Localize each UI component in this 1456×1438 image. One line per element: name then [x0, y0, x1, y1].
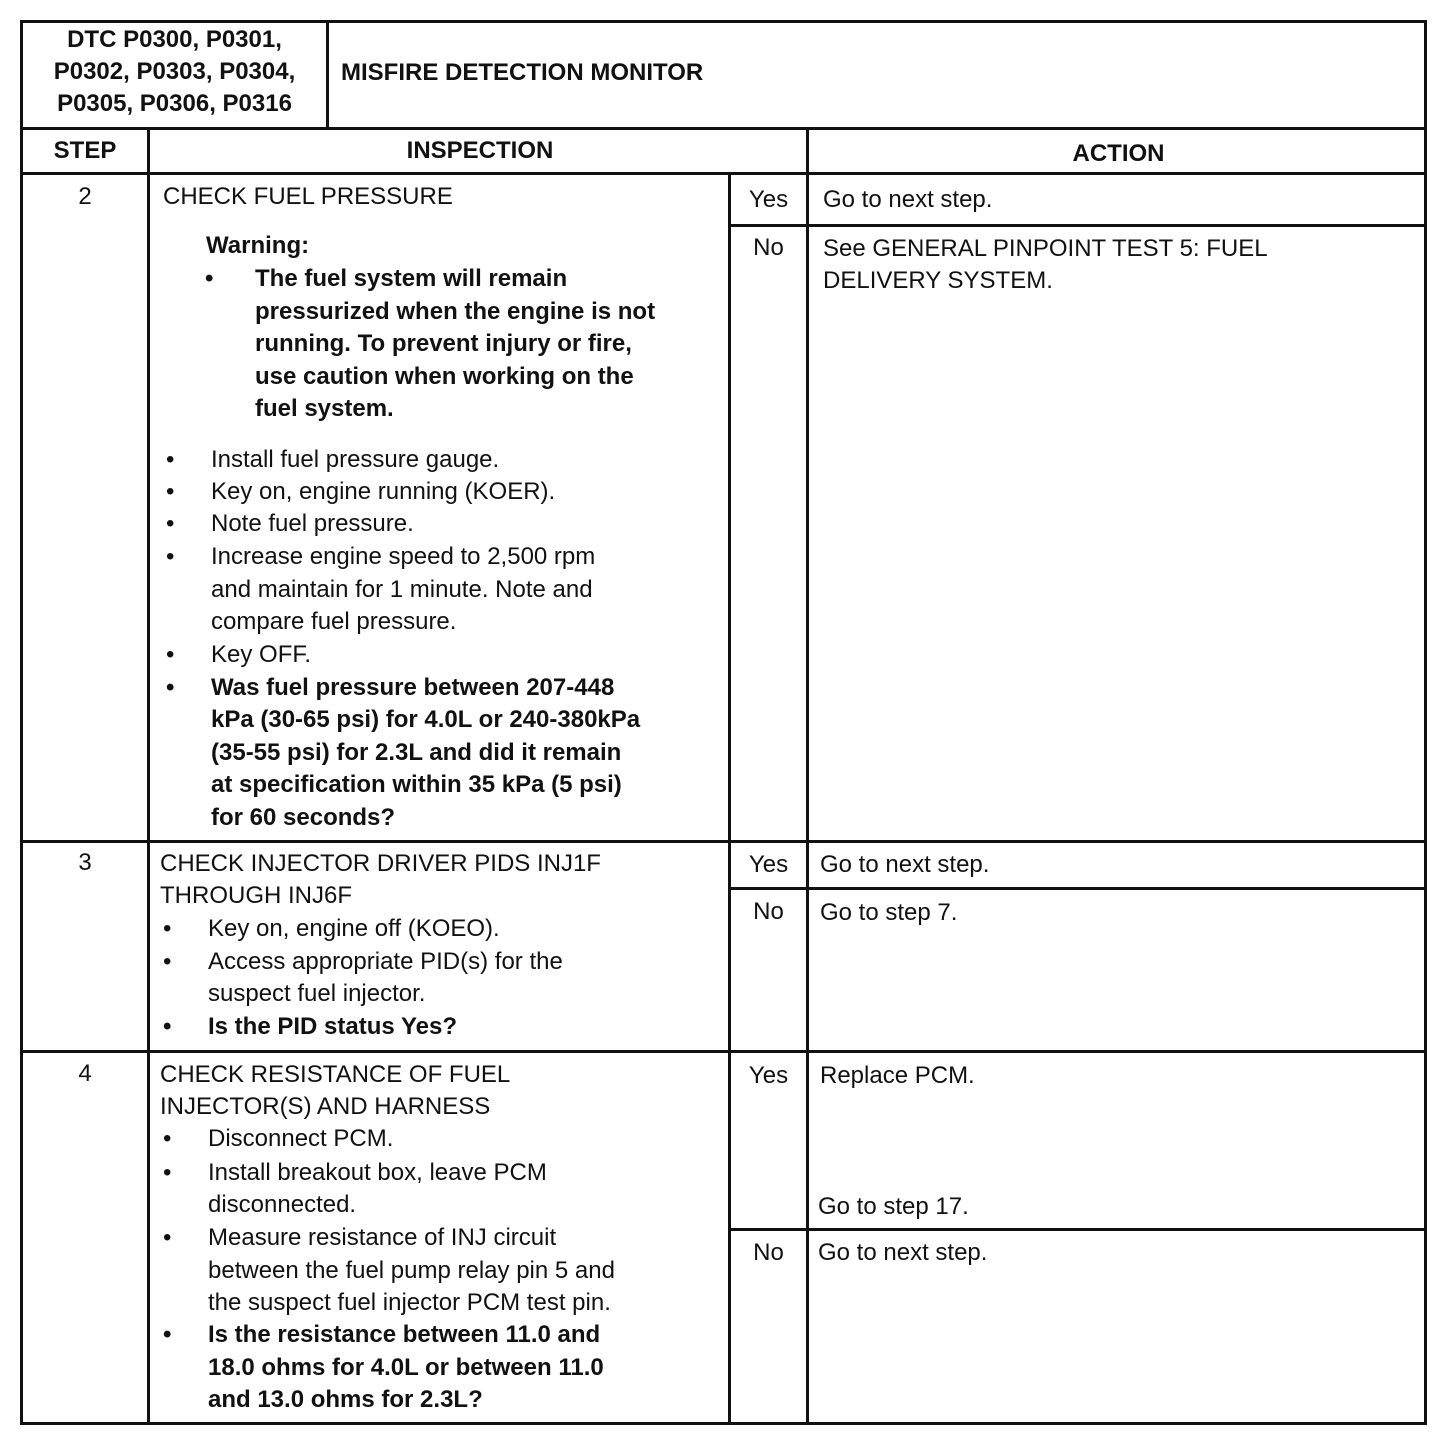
step-3-heading-line-2: THROUGH INJ6F [160, 882, 352, 909]
step-4-bullet-2-line-1: Install breakout box, leave PCM [208, 1159, 547, 1186]
dtc-codes-line-3: P0305, P0306, P0316 [57, 90, 292, 117]
step-2-yes-label: Yes [748, 186, 789, 213]
step-3-bullet-2-line-1: Access appropriate PID(s) for the [208, 948, 563, 975]
yes-no-separator-step-3 [728, 887, 1427, 890]
step-number-3: 3 [78, 849, 92, 876]
step-3-yes-action: Go to next step. [820, 851, 990, 878]
bullet-icon: • [163, 1125, 172, 1152]
step-3-bullet-2-line-2: suspect fuel injector. [208, 980, 426, 1007]
step-2-warning-label: Warning: [206, 232, 310, 259]
column-header-inspection: INSPECTION [406, 137, 554, 164]
step-3-heading-line-1: CHECK INJECTOR DRIVER PIDS INJ1F [160, 850, 601, 877]
yes-no-separator-step-2 [728, 224, 1427, 227]
header-bottom-rule [20, 127, 1427, 130]
bullet-icon: • [163, 1321, 172, 1348]
step-4-bullet-3-line-2: between the fuel pump relay pin 5 and [208, 1257, 615, 1284]
step-number-2: 2 [78, 183, 92, 210]
step-2-heading: CHECK FUEL PRESSURE [163, 183, 453, 210]
row-separator-2-3 [20, 840, 1427, 843]
step-2-bullet-1: Install fuel pressure gauge. [211, 446, 500, 473]
step-2-warning-line-3: running. To prevent injury or fire, [255, 330, 632, 357]
bullet-icon: • [166, 446, 175, 473]
step-2-no-action-line-1: See GENERAL PINPOINT TEST 5: FUEL [823, 235, 1268, 262]
step-3-yes-label: Yes [748, 851, 789, 878]
bullet-icon: • [163, 1159, 172, 1186]
column-header-rule [20, 172, 1427, 175]
step-2-no-action-line-2: DELIVERY SYSTEM. [823, 267, 1053, 294]
step-3-no-label: No [753, 898, 784, 925]
step-4-bullet-2-line-2: disconnected. [208, 1191, 357, 1218]
step-3-bullet-1: Key on, engine off (KOEO). [208, 915, 500, 942]
step-4-question-line-3: and 13.0 ohms for 2.3L? [208, 1386, 483, 1413]
step-column-line [147, 127, 150, 1425]
bullet-icon: • [166, 510, 175, 537]
step-2-bullet-5: Key OFF. [211, 641, 312, 668]
step-4-bullet-1: Disconnect PCM. [208, 1125, 394, 1152]
bullet-icon: • [166, 674, 175, 701]
bullet-icon: • [163, 1013, 172, 1040]
row-separator-3-4 [20, 1050, 1427, 1053]
step-4-question-line-1: Is the resistance between 11.0 and [208, 1321, 601, 1348]
step-2-yes-action: Go to next step. [823, 186, 993, 213]
column-header-step: STEP [53, 137, 117, 164]
step-4-heading-line-2: INJECTOR(S) AND HARNESS [160, 1093, 491, 1120]
step-2-question-line-2: kPa (30-65 psi) for 4.0L or 240-380kPa [211, 706, 641, 733]
step-3-question: Is the PID status Yes? [208, 1013, 457, 1040]
step-2-question-line-3: (35-55 psi) for 2.3L and did it remain [211, 739, 622, 766]
step-number-4: 4 [78, 1060, 92, 1087]
step-2-bullet-4-line-3: compare fuel pressure. [211, 608, 457, 635]
dtc-codes-line-1: DTC P0300, P0301, [67, 26, 282, 53]
bullet-icon: • [163, 948, 172, 975]
step-4-yes-action-extra: Go to step 17. [818, 1193, 969, 1220]
bullet-icon: • [166, 478, 175, 505]
step-2-bullet-4-line-2: and maintain for 1 minute. Note and [211, 576, 593, 603]
step-4-bullet-3-line-3: the suspect fuel injector PCM test pin. [208, 1289, 611, 1316]
page-title: MISFIRE DETECTION MONITOR [341, 59, 704, 86]
step-4-yes-label: Yes [748, 1062, 789, 1089]
step-2-question-line-4: at specification within 35 kPa (5 psi) [211, 771, 622, 798]
step-2-warning-line-1: The fuel system will remain [255, 265, 568, 292]
step-2-bullet-3: Note fuel pressure. [211, 510, 414, 537]
step-4-no-label: No [753, 1239, 784, 1266]
bullet-icon: • [166, 641, 175, 668]
step-2-warning-line-4: use caution when working on the [255, 363, 634, 390]
step-2-warning-line-2: pressurized when the engine is not [255, 298, 656, 325]
step-4-heading-line-1: CHECK RESISTANCE OF FUEL [160, 1061, 511, 1088]
step-3-no-action: Go to step 7. [820, 899, 958, 926]
dtc-codes-line-2: P0302, P0303, P0304, [53, 58, 296, 85]
step-2-bullet-4-line-1: Increase engine speed to 2,500 rpm [211, 543, 596, 570]
bullet-icon: • [163, 1224, 172, 1251]
step-2-no-label: No [753, 234, 784, 261]
step-4-bullet-3-line-1: Measure resistance of INJ circuit [208, 1224, 557, 1251]
step-2-question-line-5: for 60 seconds? [211, 804, 396, 831]
column-header-action: ACTION [1072, 140, 1165, 167]
step-4-question-line-2: 18.0 ohms for 4.0L or between 11.0 [208, 1354, 604, 1381]
step-2-bullet-2: Key on, engine running (KOER). [211, 478, 556, 505]
header-divider [326, 20, 329, 130]
yes-no-separator-step-4 [728, 1228, 1427, 1231]
step-4-no-action: Go to next step. [818, 1239, 988, 1266]
warning-bullet-icon: • [205, 265, 214, 292]
step-2-warning-line-5: fuel system. [255, 395, 394, 422]
step-4-yes-action: Replace PCM. [820, 1062, 975, 1089]
step-2-question-line-1: Was fuel pressure between 207-448 [211, 674, 615, 701]
bullet-icon: • [166, 543, 175, 570]
bullet-icon: • [163, 915, 172, 942]
